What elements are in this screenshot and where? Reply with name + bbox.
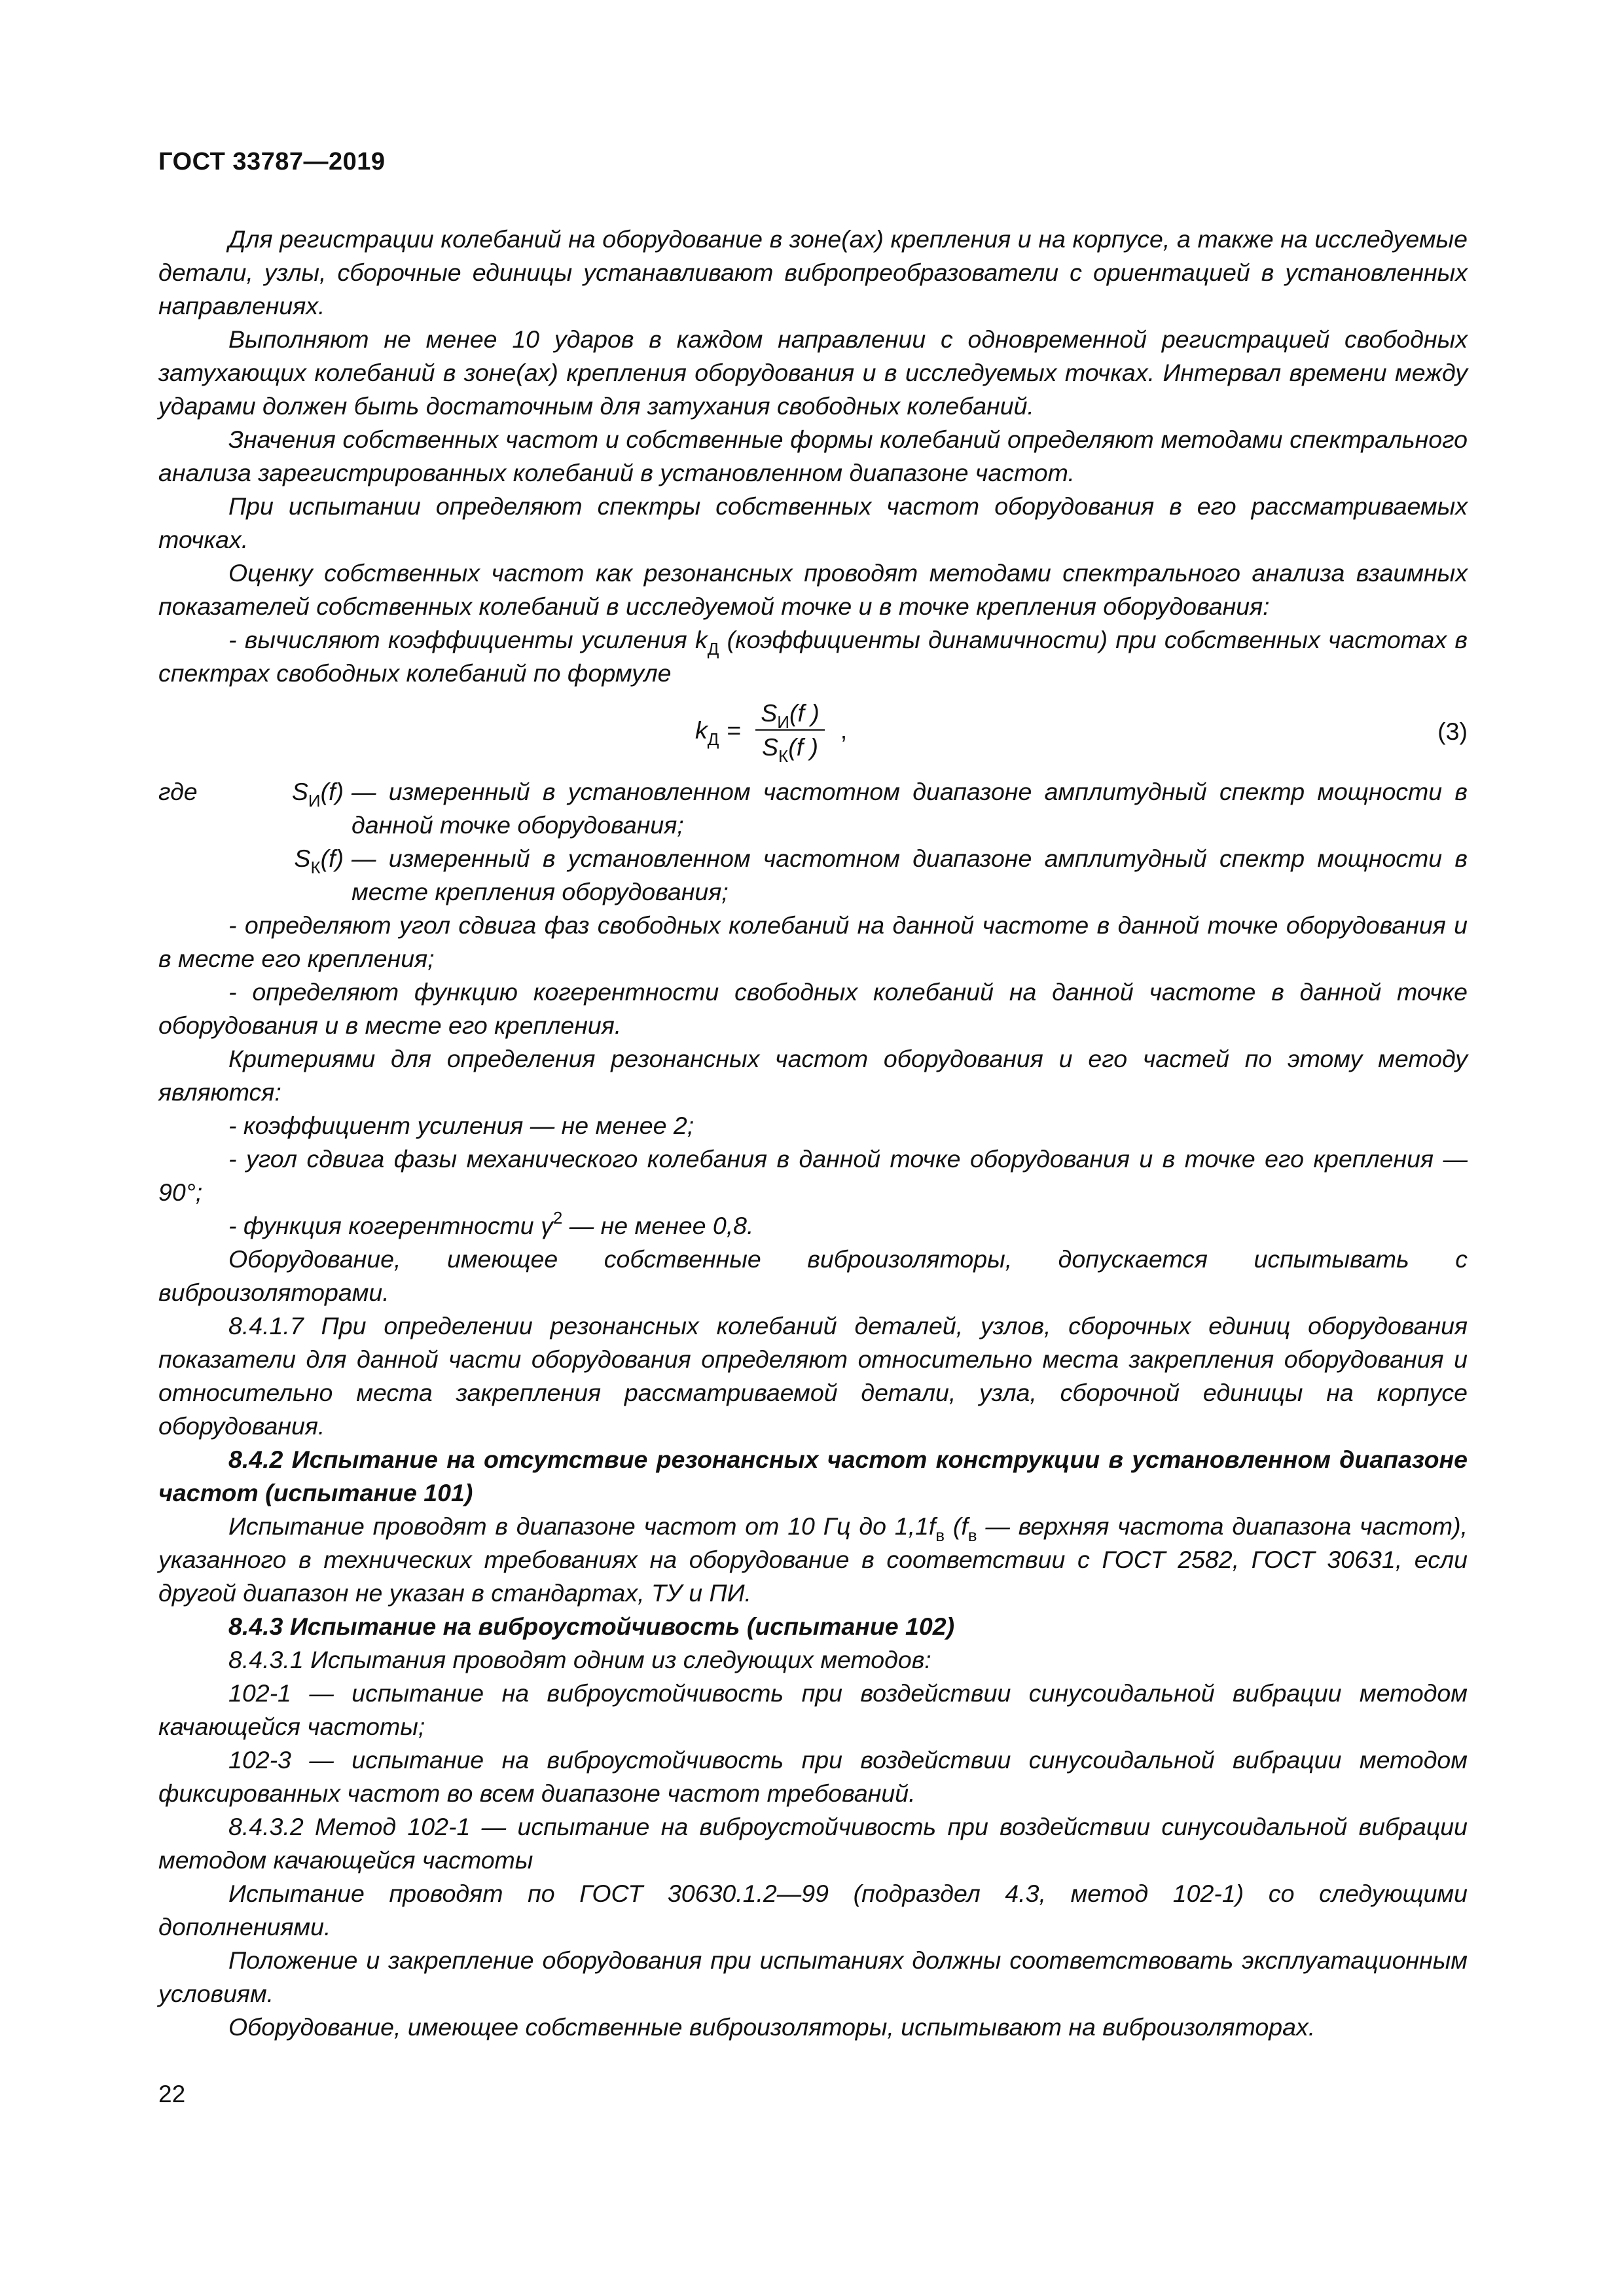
subscript: в — [967, 1525, 977, 1545]
paragraph: Критериями для определения резонансных частот оборудования и его частей по этому методу являются: — [158, 1045, 1468, 1106]
paragraph: 8.4.3.2 Метод 102-1 — испытание на виброустойчивость при воздействии синусоидальной вибрации методом качающейся частоты — [158, 1813, 1468, 1874]
formula-fraction — [755, 697, 825, 766]
formula-lhs — [695, 714, 719, 747]
document-header: ГОСТ 33787—2019 — [158, 148, 386, 175]
paragraph: Оборудование, имеющее собственные виброизоляторы, допускается испытывать с виброизоляторами. — [158, 1245, 1468, 1306]
formula-var: S — [761, 699, 778, 727]
formula-sub: И — [777, 712, 789, 732]
paragraph-gain-coefficient — [158, 623, 1468, 690]
text-run: — не менее 0,8. — [562, 1212, 754, 1239]
paragraph-coherence — [158, 1209, 1468, 1243]
formula-equals: = — [727, 716, 742, 744]
where-arg: (f) — [320, 845, 344, 872]
paragraph: Оценку собственных частот как резонансных проводят методами спектрального анализа взаимных показателей собственных колебаний в исследуемой точке и в точке крепления оборудования: — [158, 559, 1468, 620]
text-run: (f — [945, 1512, 968, 1540]
paragraph-frequency-range — [158, 1510, 1468, 1610]
formula — [695, 697, 848, 766]
formula-denominator — [757, 731, 823, 766]
formula-sub: К — [778, 746, 789, 766]
section-heading: 8.4.2 Испытание на отсутствие резонансных частот конструкции в установленном диапазоне частот (испытание 101) — [158, 1446, 1468, 1506]
where-arg: (f) — [320, 778, 344, 805]
where-term — [158, 842, 352, 909]
formula-numerator — [755, 697, 825, 731]
paragraph: Оборудование, имеющее собственные виброизоляторы, испытывают на виброизоляторах. — [228, 2013, 1316, 2041]
text-run: — верхняя частота диапазона частот), указанного в технических требованиях на оборудование в соответствии с ГОСТ 2582, ГОСТ 30631, если другой диапазон не указан в стандартах, ТУ и ПИ. — [158, 1512, 1468, 1607]
text-run: - вычисляют коэффициенты усиления k — [228, 626, 708, 653]
formula-comma: , — [840, 716, 848, 744]
paragraph: 102-1 — испытание на виброустойчивость при воздействии синусоидальной вибрации методом качающейся частоты; — [158, 1679, 1468, 1740]
paragraph: 8.4.1.7 При определении резонансных колебаний деталей, узлов, сборочных единиц оборудования показатели для данной части оборудования определяют относительно места закрепления оборудования и относительно места закрепления рассматриваемой детали, узла, сборочной единицы на корпусе оборудования. — [158, 1312, 1468, 1440]
paragraph: 102-3 — испытание на виброустойчивость при воздействии синусоидальной вибрации методом фиксированных частот во всем диапазоне частот требований. — [158, 1746, 1468, 1807]
formula-number: (3) — [1437, 718, 1468, 745]
subscript: Д — [707, 639, 719, 659]
formula-arg: (f ) — [789, 699, 820, 727]
text-run: (коэффициенты динамичности) при собственных частотах в спектрах свободных колебаний по формуле — [158, 626, 1468, 687]
paragraph: Положение и закрепление оборудования при испытаниях должны соответствовать эксплуатационным условиям. — [158, 1946, 1468, 2007]
where-var: S — [294, 845, 311, 872]
where-sub: И — [308, 791, 321, 811]
paragraph: Выполняют не менее 10 ударов в каждом направлении с одновременной регистрацией свободных затухающих колебаний в зоне(ах) крепления оборудования и в исследуемых точках. Интервал времени между ударами должен быть достаточным для затухания свободных колебаний. — [158, 325, 1468, 420]
paragraph: Испытание проводят по ГОСТ 30630.1.2—99 (подраздел 4.3, метод 102-1) со следующими дополнениями. — [158, 1880, 1468, 1941]
paragraph: - коэффициент усиления — не менее 2; — [228, 1112, 695, 1139]
paragraph: Для регистрации колебаний на оборудование в зоне(ах) крепления и на корпусе, а также на исследуемые детали, узлы, сборочные единицы устанавливают вибропреобразователи с ориентацией в установленных направлениях. — [158, 225, 1468, 319]
document-body — [158, 223, 1468, 2044]
where-definition: — измеренный в установленном частотном диапазоне амплитудный спектр мощности в месте крепления оборудования; — [352, 845, 1468, 905]
formula-arg: (f ) — [788, 733, 819, 761]
superscript: 2 — [552, 1208, 563, 1228]
subscript: в — [935, 1525, 945, 1545]
where-sub: К — [310, 858, 321, 877]
where-item — [158, 775, 1468, 842]
where-term — [158, 775, 352, 842]
section-heading: 8.4.3 Испытание на виброустойчивость (испытание 102) — [228, 1613, 955, 1640]
where-item — [158, 842, 1468, 909]
formula-where-list — [158, 775, 1468, 909]
paragraph: Значения собственных частот и собственные формы колебаний определяют методами спектрального анализа зарегистрированных колебаний в установленном диапазоне частот. — [158, 426, 1468, 486]
paragraph: - угол сдвига фазы механического колебания в данной точке оборудования и в точке его крепления — 90°; — [158, 1145, 1468, 1206]
text-run: - функция когерентности γ — [228, 1212, 553, 1239]
formula-block — [158, 693, 1468, 773]
paragraph: При испытании определяют спектры собственных частот оборудования в его рассматриваемых точках. — [158, 492, 1468, 553]
paragraph: - определяют функцию когерентности свободных колебаний на данной частоте в данной точке оборудования и в месте его крепления. — [158, 978, 1468, 1039]
paragraph: - определяют угол сдвига фаз свободных колебаний на данной частоте в данной точке оборудования и в месте его крепления; — [158, 911, 1468, 972]
where-var: S — [291, 778, 308, 805]
where-lead: где — [158, 778, 198, 805]
page-number: 22 — [158, 2081, 186, 2107]
formula-sub: Д — [707, 729, 719, 749]
where-definition: — измеренный в установленном частотном диапазоне амплитудный спектр мощности в данной точке оборудования; — [352, 778, 1468, 839]
formula-var: k — [695, 716, 708, 744]
paragraph: 8.4.3.1 Испытания проводят одним из следующих методов: — [228, 1646, 931, 1673]
formula-var: S — [762, 733, 779, 761]
text-run: Испытание проводят в диапазоне частот от 10 Гц до 1,1f — [228, 1512, 936, 1540]
